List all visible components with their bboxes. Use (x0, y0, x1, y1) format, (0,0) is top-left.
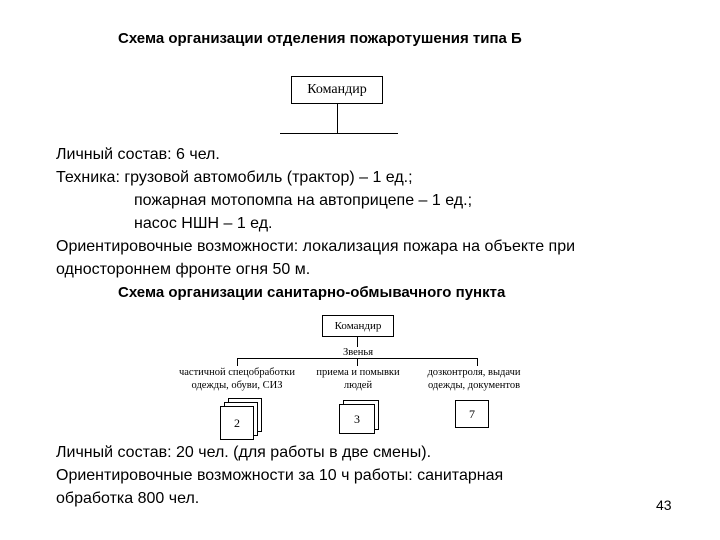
connector-line (337, 103, 338, 133)
equipment-item: пожарная мотопомпа на автоприцепе – 1 ед.; (134, 192, 473, 209)
unit-label-line: приема и помывки (316, 367, 400, 378)
diagram1-title: Схема организации отделения пожаротушения типа Б (118, 30, 522, 47)
unit-count-box (455, 400, 489, 428)
branch-drop (237, 358, 238, 366)
units-label: Звенья (342, 347, 374, 358)
unit-label (170, 366, 304, 392)
equipment-item: насос НШН – 1 ед. (134, 215, 273, 232)
capability-text: обработка 800 чел. (56, 490, 200, 507)
commander-box (291, 76, 383, 104)
diagram2-title: Схема организации санитарно-обмывачного пункта (118, 284, 506, 301)
branch-drop (477, 358, 478, 366)
unit-count-box (220, 406, 254, 440)
unit-label-line: одежды, документов (427, 380, 521, 391)
unit-label-line: дозконтроля, выдачи (427, 367, 521, 378)
commander-label: Командир (307, 82, 367, 97)
unit-count: 2 (234, 415, 240, 430)
staff-text: Личный состав: 20 чел. (для работы в две смены). (56, 444, 432, 461)
capability-text: Ориентировочные возможности за 10 ч работы: санитарная (56, 467, 504, 484)
commander-box-small (322, 315, 394, 337)
equipment-text: Техника: грузовой автомобиль (трактор) – 1 ед.; (56, 169, 413, 186)
branch-drop (357, 358, 358, 366)
commander-label: Командир (334, 320, 382, 332)
staff-text: Личный состав: 6 чел. (56, 146, 220, 163)
unit-label (410, 366, 538, 392)
unit-count: 7 (469, 406, 475, 421)
unit-label-line: людей (343, 380, 373, 391)
capability-text: одностороннем фронте огня 50 м. (56, 261, 311, 278)
unit-label-line: частичной спецобработки (178, 367, 296, 378)
unit-count-box (339, 404, 375, 434)
capability-text: Ориентировочные возможности: локализация пожара на объекте при (56, 238, 576, 255)
unit-label-line: одежды, обуви, СИЗ (191, 380, 283, 391)
unit-count: 3 (354, 411, 360, 426)
branch-line (280, 133, 398, 134)
unit-label (298, 366, 418, 392)
page-number: 43 (656, 497, 672, 513)
